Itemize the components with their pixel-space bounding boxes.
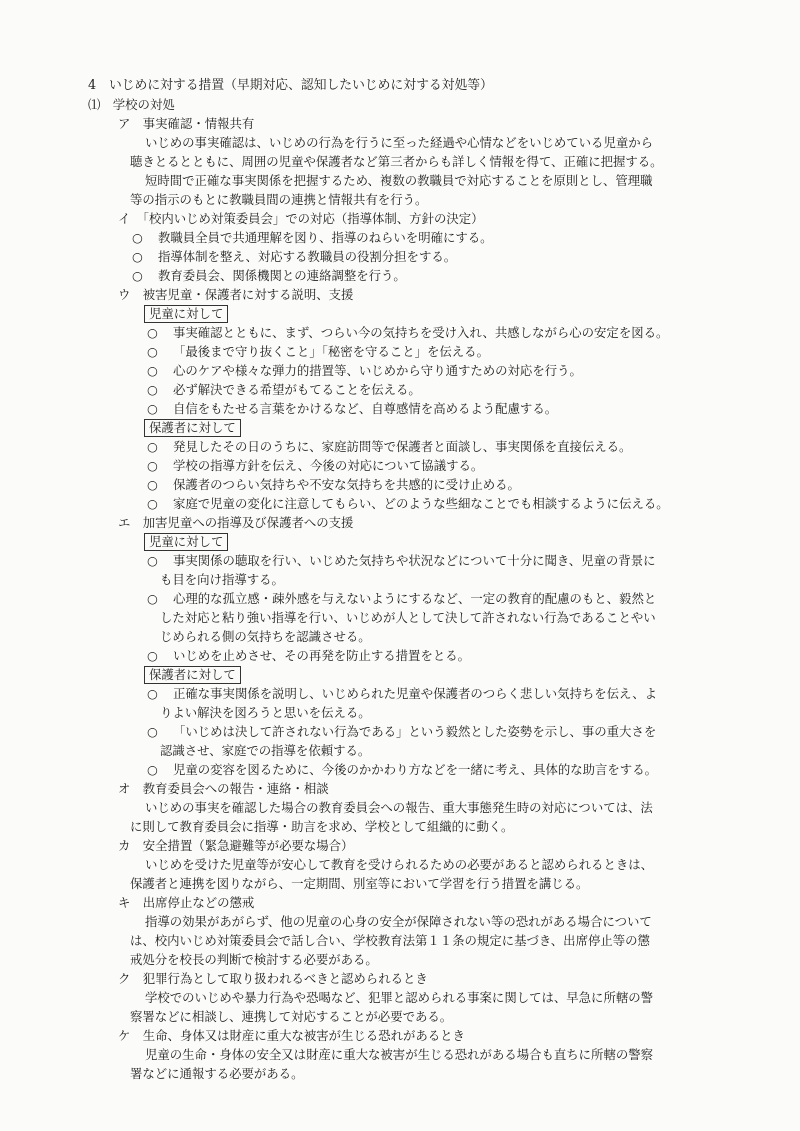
list-item-text: 自信をもたせる言葉をかけるなど、自尊感情を高めるよう配慮する。	[173, 401, 558, 416]
bullet-circle: ○	[147, 325, 158, 340]
list-item	[0, 247, 800, 266]
paragraph-line: 聴きとるとともに、周囲の児童や保護者など第三者からも詳しく情報を得て、正確に把握する。	[130, 154, 663, 169]
list-item-text: 心理的な孤立感・疎外感を与えないようにするなど、一定の教育的配慮のもと、毅然と	[173, 591, 657, 606]
list-item	[0, 361, 800, 380]
list-item-continuation: 認識させ、家庭での指導を依頼する。	[160, 743, 371, 758]
bullet-circle: ○	[147, 439, 158, 454]
list-item-text: 「最後まで守り抜くこと」「秘密を守ること」を伝える。	[173, 344, 489, 359]
paragraph-line: 戒処分を校長の判断で検討する必要がある。	[130, 952, 378, 967]
list-item	[0, 266, 800, 285]
list-item	[0, 722, 800, 741]
list-item-text: いじめを止めさせ、その再発を防止する措置をとる。	[173, 648, 471, 663]
boxed-label: 児童に対して	[144, 533, 228, 551]
bullet-circle: ○	[147, 382, 158, 397]
paragraph-line: に則して教育委員会に指導・助言を求め、学校として組織的に動く。	[130, 819, 514, 834]
list-item-continuation: じめられる側の気持ちを認識させる。	[160, 629, 371, 644]
list-item-text: 児童の変容を図るために、今後のかかわり方などを一緒に考え、具体的な助言をする。	[173, 762, 657, 777]
paragraph-line: は、校内いじめ対策委員会で話し合い、学校教育法第１１条の規定に基づき、出席停止等の懲	[130, 933, 650, 948]
bullet-circle: ○	[147, 401, 158, 416]
bullet-circle: ○	[147, 648, 158, 663]
bullet-circle: ○	[147, 363, 158, 378]
heading-a: ア 事実確認・情報共有	[118, 116, 255, 131]
list-item	[0, 646, 800, 665]
heading-ka: カ 安全措置（緊急避難等が必要な場合）	[118, 838, 354, 853]
list-item-text: 事実確認とともに、まず、つらい今の気持ちを受け入れ、共感しながら心の安定を図る。	[173, 325, 669, 340]
list-item-text: 正確な事実関係を説明し、いじめられた児童や保護者のつらく悲しい気持ちを伝え、よ	[173, 686, 657, 701]
section-title: 4 いじめに対する措置（早期対応、認知したいじめに対する対処等）	[88, 78, 493, 93]
paragraph-line: いじめの事実を確認した場合の教育委員会への報告、重大事態発生時の対応については、法	[145, 800, 653, 815]
heading-o: オ 教育委員会への報告・連絡・相談	[118, 781, 329, 796]
label-box	[0, 418, 800, 437]
heading-u: ウ 被害児童・保護者に対する説明、支援	[118, 287, 354, 302]
bullet-circle: ○	[147, 686, 158, 701]
list-item-text: 家庭で児童の変化に注意してもらい、どのような些細なことでも相談するように伝える。	[173, 496, 669, 511]
bullet-circle: ○	[147, 762, 158, 777]
label-box	[0, 532, 800, 551]
boxed-label: 児童に対して	[144, 305, 228, 323]
list-item-text: 教職員全員で共通理解を図り、指導のねらいを明確にする。	[158, 230, 493, 245]
list-item	[0, 456, 800, 475]
label-box	[0, 665, 800, 684]
bullet-circle: ○	[132, 249, 143, 264]
boxed-label: 保護者に対して	[144, 666, 241, 684]
heading-ku: ク 犯罪行為として取り扱われるべきと認められるとき	[118, 971, 428, 986]
bullet-circle: ○	[147, 724, 158, 739]
paragraph-line: 保護者と連携を図りながら、一定期間、別室等において学習を行う措置を講じる。	[130, 876, 589, 891]
paragraph-line: 短時間で正確な事実関係を把握するため、複数の教職員で対応することを原則とし、管理職	[145, 173, 653, 188]
list-item	[0, 494, 800, 513]
list-item-text: 「いじめは決して許されない行為である」という毅然とした姿勢を示し、事の重大さを	[173, 724, 657, 739]
list-item-text: 発見したその日のうちに、家庭訪問等で保護者と面談し、事実関係を直接伝える。	[173, 439, 632, 454]
list-item-continuation: りよい解決を図ろうと思いを伝える。	[160, 705, 371, 720]
list-item	[0, 475, 800, 494]
list-item	[0, 684, 800, 703]
list-item-text: 必ず解決できる希望がもてることを伝える。	[173, 382, 421, 397]
paragraph-line: 署などに通報する必要がある。	[130, 1066, 304, 1081]
bullet-circle: ○	[147, 477, 158, 492]
list-item	[0, 589, 800, 608]
list-item-text: 教育委員会、関係機関との連絡調整を行う。	[158, 268, 406, 283]
subsection-heading: ⑴ 学校の対処	[88, 97, 175, 112]
heading-ki: キ 出席停止などの懲戒	[118, 895, 255, 910]
bullet-circle: ○	[132, 230, 143, 245]
list-item-text: 学校の指導方針を伝え、今後の対応について協議する。	[173, 458, 484, 473]
bullet-circle: ○	[147, 458, 158, 473]
heading-ke: ケ 生命、身体又は財産に重大な被害が生じる恐れがあるとき	[118, 1028, 465, 1043]
paragraph-line: いじめを受けた児童等が安心して教育を受けられるための必要があると認められるときは、	[145, 857, 654, 872]
list-item	[0, 551, 800, 570]
boxed-label: 保護者に対して	[144, 419, 241, 437]
paragraph-line: 指導の効果があがらず、他の児童の心身の安全が保障されない等の恐れがある場合について	[145, 914, 652, 929]
paragraph-line: 察署などに相談し、連携して対応することが必要である。	[130, 1009, 453, 1024]
bullet-circle: ○	[147, 344, 158, 359]
label-box	[0, 304, 800, 323]
list-item-continuation: も目を向け指導する。	[160, 572, 284, 587]
list-item-continuation: した対応と粘り強い指導を行い、いじめが人として決して許されない行為であることやい	[160, 610, 656, 625]
paragraph-line: 等の指示のもとに教職員間の連携と情報共有を行う。	[130, 192, 428, 207]
heading-i: イ 「校内いじめ対策委員会」での対応（指導体制、方針の決定）	[118, 211, 484, 226]
list-item-text: 心のケアや様々な弾力的措置等、いじめから守り通すための対応を行う。	[173, 363, 582, 378]
heading-e: エ 加害児童への指導及び保護者への支援	[118, 515, 354, 530]
list-item-text: 保護者のつらい気持ちや不安な気持ちを共感的に受け止める。	[173, 477, 520, 492]
list-item	[0, 760, 800, 779]
bullet-circle: ○	[147, 591, 158, 606]
list-item	[0, 399, 800, 418]
list-item	[0, 342, 800, 361]
list-item	[0, 380, 800, 399]
bullet-circle: ○	[147, 496, 158, 511]
paragraph-line: いじめの事実確認は、いじめの行為を行うに至った経過や心情などをいじめている児童から	[145, 135, 654, 150]
list-item	[0, 228, 800, 247]
list-item	[0, 437, 800, 456]
bullet-circle: ○	[132, 268, 143, 283]
list-item-text: 事実関係の聴取を行い、いじめた気持ちや状況などについて十分に聞き、児童の背景に	[173, 553, 656, 568]
list-item-text: 指導体制を整え、対応する教職員の役割分担をする。	[158, 249, 457, 264]
list-item	[0, 323, 800, 342]
paragraph-line: 学校でのいじめや暴力行為や恐喝など、犯罪と認められる事案に関しては、早急に所轄の警	[145, 990, 654, 1005]
paragraph-line: 児童の生命・身体の安全又は財産に重大な被害が生じる恐れがある場合も直ちに所轄の警察	[145, 1047, 654, 1062]
bullet-circle: ○	[147, 553, 158, 568]
